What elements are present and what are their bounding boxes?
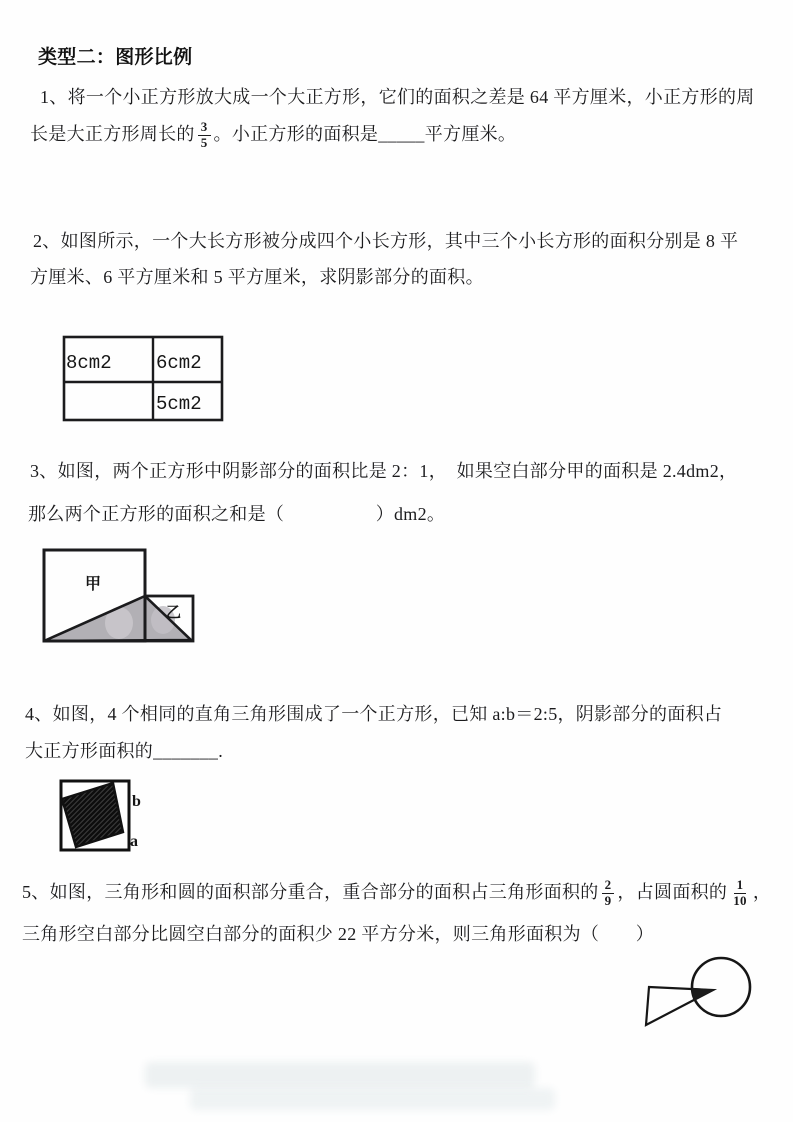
fig5-overlap-shaded: [692, 988, 713, 1000]
fraction-denominator: 5: [200, 134, 208, 150]
q3-line2: 那么两个正方形的面积之和是（ ）dm2。: [28, 504, 446, 524]
q2-line1: 2、如图所示，一个大长方形被分成四个小长方形，其中三个小长方形的面积分别是 8 平: [33, 231, 739, 251]
bleed-through-ghost-line-2: [190, 1088, 555, 1110]
q5-line1-mid: ，占圆面积的: [617, 882, 728, 903]
fraction-one-tenth: [730, 878, 750, 909]
fraction-two-ninths: [602, 878, 615, 909]
q4-line2: 大正方形面积的_______.: [25, 741, 223, 761]
q1-line2-post: 。小正方形的面积是_____平方厘米。: [213, 124, 517, 145]
q2-line2: 方厘米、6 平方厘米和 5 平方厘米，求阴影部分的面积。: [30, 267, 484, 287]
q1-line2-pre: 长是大正方形周长的: [30, 124, 195, 145]
fig4-label-b: b: [132, 793, 141, 810]
figure-rotated-square: [55, 776, 150, 856]
fig3-label-yi: 乙: [166, 605, 182, 621]
q5-line2: 三角形空白部分比圆空白部分的面积少 22 平方分米，则三角形面积为（ ）: [22, 924, 655, 944]
fig2-label-5cm2: 5cm2: [156, 393, 202, 415]
fraction-numerator: 3: [198, 120, 211, 136]
q3-line1: 3、如图，两个正方形中阴影部分的面积比是 2：1， 如果空白部分甲的面积是 2.4dm2，: [30, 461, 738, 481]
q1-line1: 1、将一个小正方形放大成一个大正方形，它们的面积之差是 64 平方厘米，小正方形的周: [40, 87, 755, 107]
q5-line1-end: ，: [752, 882, 772, 903]
bleed-through-ghost-line-1: [145, 1062, 535, 1088]
figure-triangle-circle-overlap: [628, 950, 776, 1038]
fig3-label-jia: 甲: [85, 576, 102, 593]
q1-line2: [30, 113, 516, 157]
fraction-three-fifths: [198, 120, 211, 151]
fig2-label-8cm2: 8cm2: [66, 352, 112, 374]
figure-two-squares-shaded: [35, 545, 207, 650]
q5-line1-pre: 5、如图，三角形和圆的面积部分重合，重合部分的面积占三角形面积的: [22, 882, 599, 903]
fig5-circle: [692, 958, 750, 1016]
fraction-denominator: 9: [604, 892, 612, 908]
fig4-label-a: a: [130, 833, 138, 850]
fraction-denominator: 10: [733, 892, 747, 908]
fig4-inner-hatched-square: [62, 783, 123, 847]
fraction-numerator: 1: [734, 878, 747, 894]
q4-line1: 4、如图，4 个相同的直角三角形围成了一个正方形，已知 a:b＝2:5，阴影部分的面积占: [25, 704, 723, 724]
figure-divided-rectangle: [58, 330, 230, 428]
q5-line1: [22, 870, 771, 916]
section-title: 类型二：图形比例: [38, 47, 193, 68]
fig2-label-6cm2: 6cm2: [156, 352, 202, 374]
fraction-numerator: 2: [602, 878, 615, 894]
